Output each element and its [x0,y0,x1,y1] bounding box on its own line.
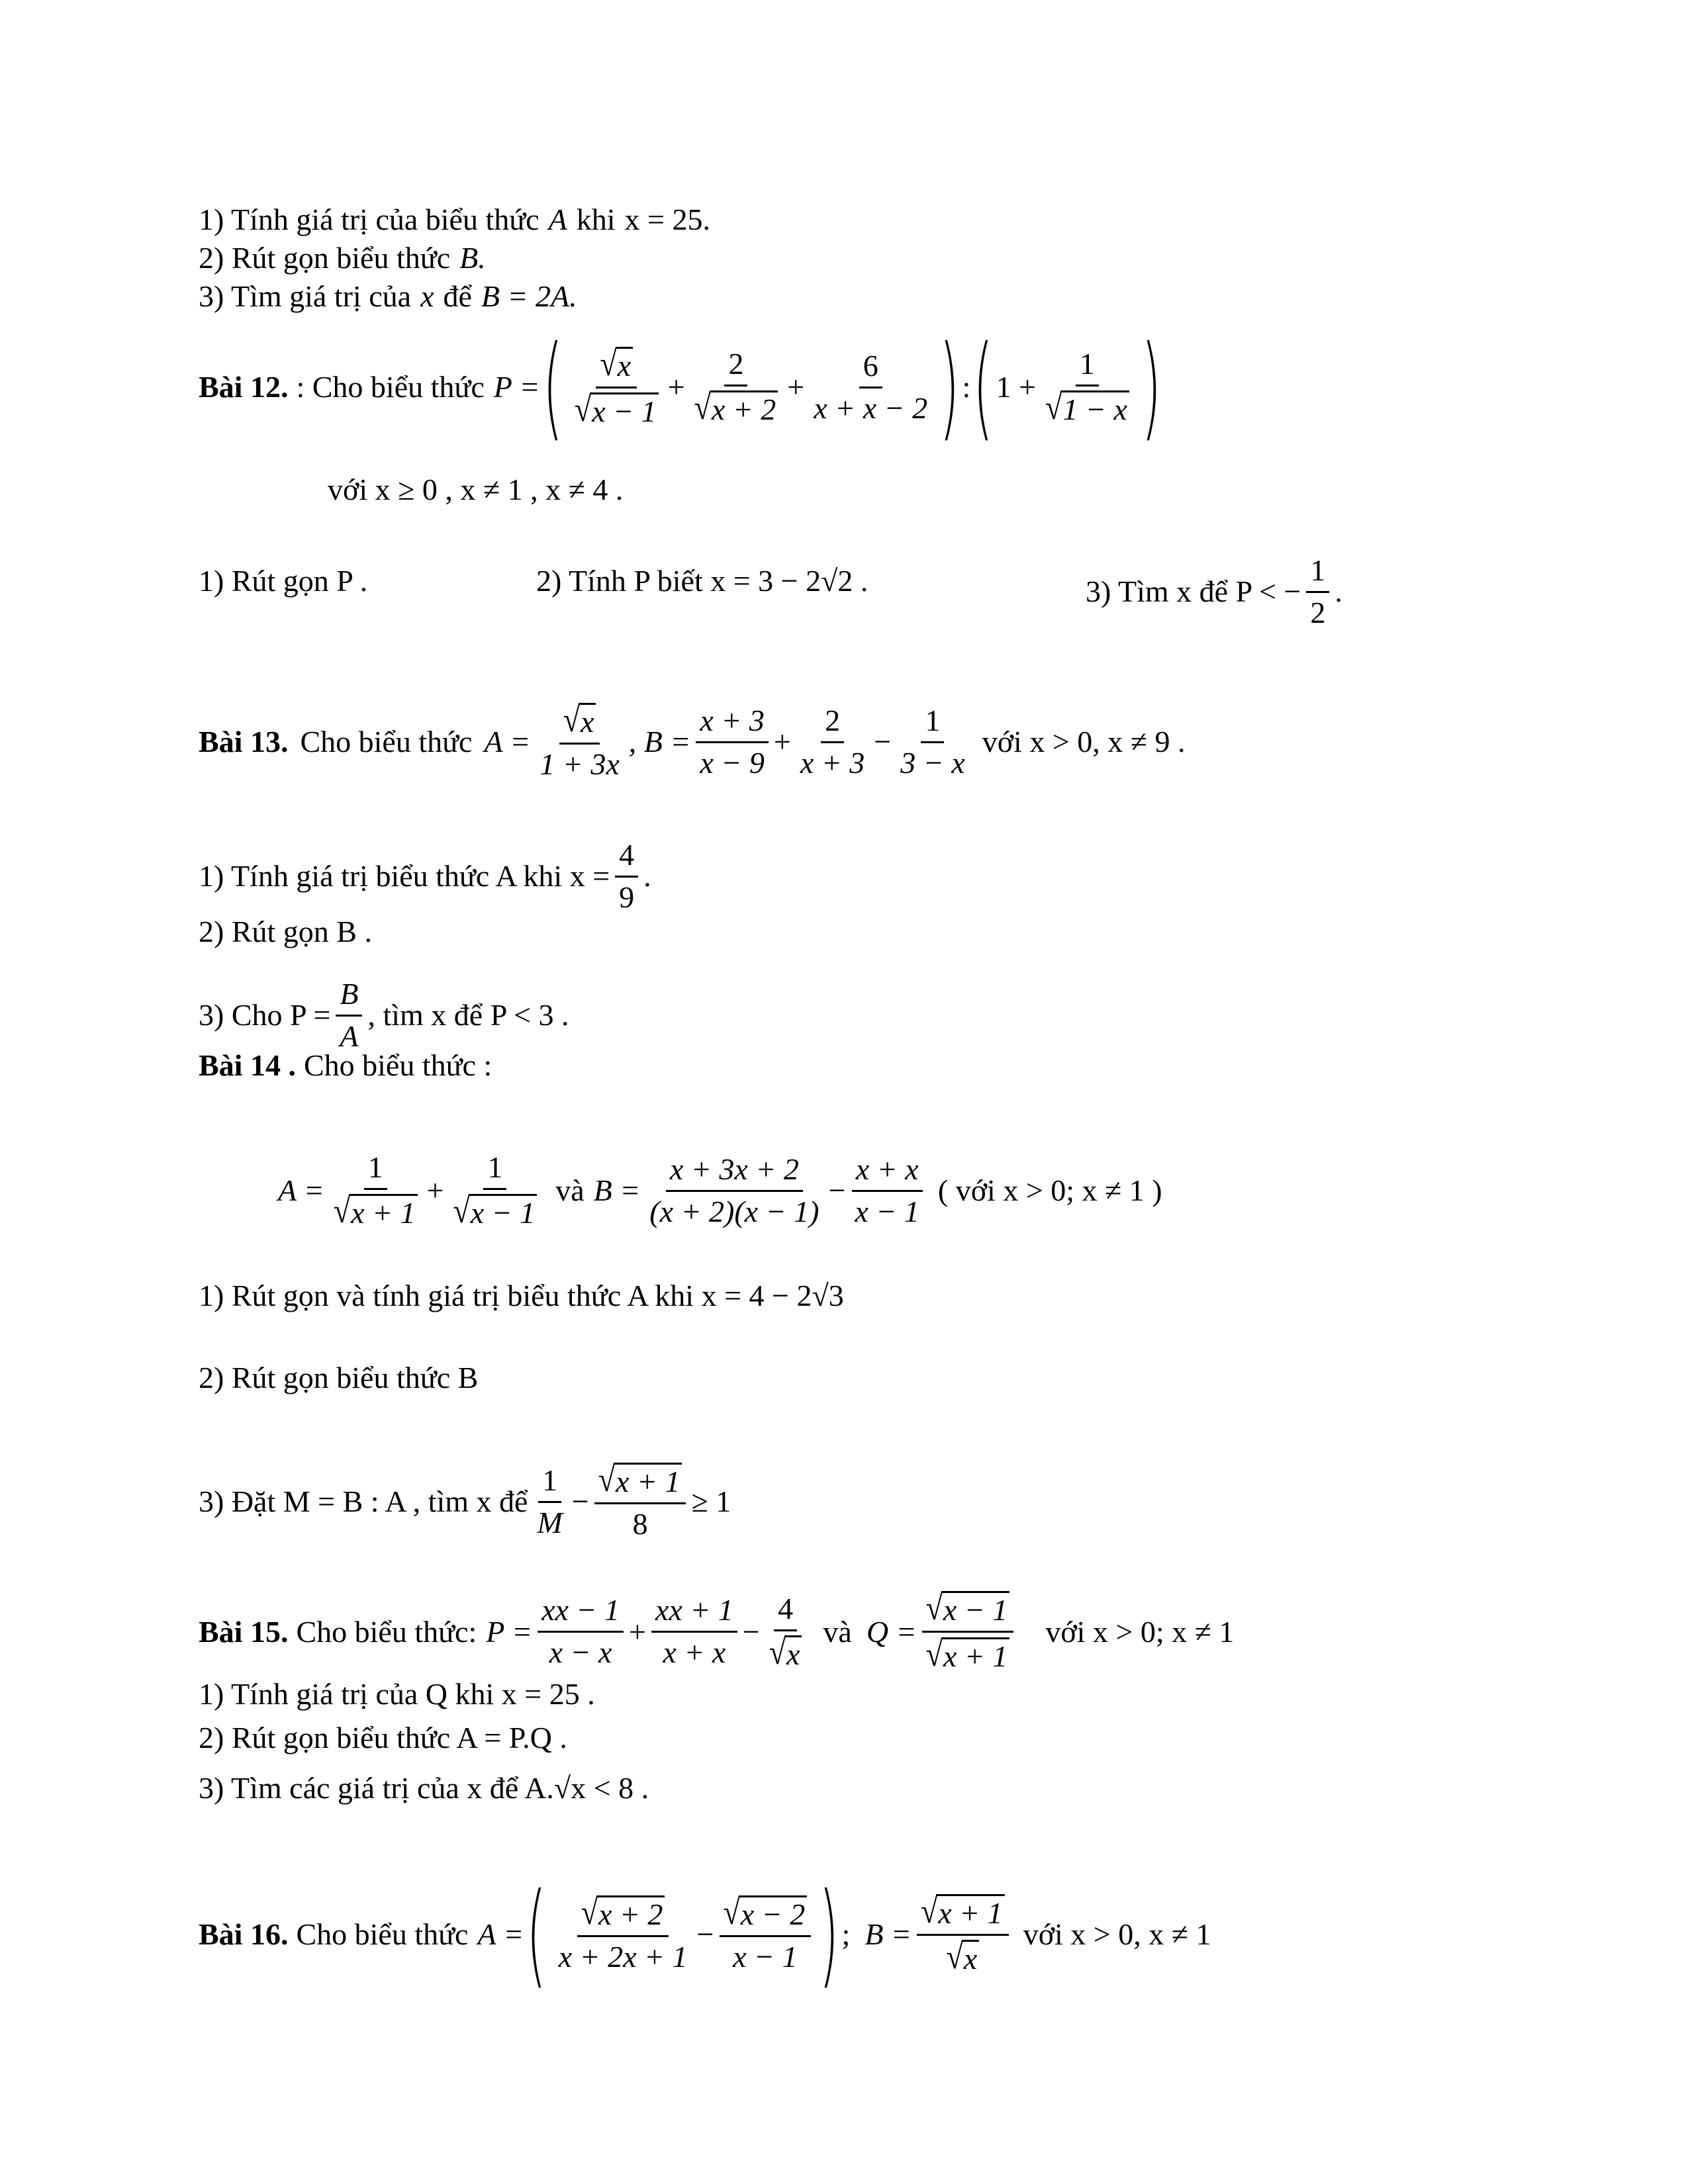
paren-left: ( [542,322,563,453]
bai12-question-3 [1086,553,1342,631]
question-text: 3) Tìm các giá trị của x để A.√x < 8 . [199,1771,649,1805]
fraction: √ x + 1 √ x [917,1892,1009,1977]
var: A [548,203,567,236]
fraction [538,1593,624,1670]
exercise-title: Bài 16. [199,1917,289,1951]
numerator: x [579,703,596,740]
denominator: x [962,1940,979,1977]
fraction: √ x + 1 8 [594,1461,686,1542]
conjunction: và [555,1173,585,1208]
fraction [533,1463,566,1541]
fraction: 2 √ x + 2 [690,347,782,428]
question-text: 1) Tính giá trị của Q khi x = 25 . [199,1677,595,1711]
bai14-expressions: A = 1 √ x + 1 + 1 √ x − 1 và B = $\frac{x + 3x + 2}{(x + 2)(x - 1)}$ − $\frac{x + x}{x - 1}$ ( với x > 0; x ≠ 1 ) [278,1150,1162,1230]
numerator: 1 [364,1150,387,1190]
lhs: B = [865,1917,912,1951]
numerator: 1 [538,1463,561,1503]
var: x [420,279,434,313]
fraction: √ x √ x − 1 [571,345,663,430]
numerator: x + 3 [700,703,765,737]
denominator: x − 1 [855,1194,919,1228]
question-text: , tìm x để P < 3 . [367,998,569,1032]
question-text: 1) Rút gọn P . [199,564,368,598]
question-text: 2) Tính P biết x = 3 − 2√2 . [536,564,868,598]
numerator: 4 [774,1592,797,1631]
lhs: A = [477,1917,524,1951]
numerator: x + 1 [614,1463,682,1500]
question-text: 3) Cho P = [199,998,331,1032]
denominator: x + x − 2 [814,390,928,425]
denominator: 9 [619,880,635,914]
question-text: để [443,279,472,313]
paren-right: ) [1141,322,1161,453]
bai12-condition [328,470,623,510]
bai12-question-1 [199,561,367,601]
fraction [696,704,768,781]
denominator: x + 3 [800,745,865,780]
question-text: 2) Rút gọn biểu thức B [199,1361,479,1394]
paren-left: ( [973,322,994,453]
fraction [1306,553,1329,631]
condition: với x > 0, x ≠ 1 [1023,1917,1211,1951]
numerator: x − 2 [739,1895,807,1933]
question-text: 1) Tính giá trị biểu thức A khi x = [199,859,610,893]
numerator: x + 1 [936,1894,1004,1931]
question-text: 3) Tìm x để P < − [1086,574,1301,609]
fraction: 1 √ 1 − x [1041,347,1133,428]
denominator: x + 1 [941,1637,1009,1674]
fraction [810,349,931,426]
denominator: (x + 2)(x − 1) [649,1194,820,1228]
fraction: √ x + 2 x + 2x + 1 [558,1893,688,1974]
lhs: P = [486,1614,533,1649]
numerator: 1 [1076,347,1099,387]
numerator: x + 3x + 2 [669,1152,799,1186]
denominator: x − 1 [733,1940,798,1974]
bai15-statement: Bài 15. Cho biểu thức: P = $\frac{xx - 1}{x - x}$ + $\frac{xx + 1}{x + x}$ − 4 √ x và Q = √ x − 1 √ x + 1 với x > 0; x ≠ 1 [199,1588,1235,1674]
lhs: , B = [628,725,691,759]
question-text: 2) Rút gọn biểu thức A = P.Q . [199,1721,567,1754]
lhs: Q = [866,1614,917,1649]
exercise-title: Bài 13. [199,725,289,759]
numerator: 2 [724,347,747,387]
numerator: 2 [821,704,844,743]
question-text: 3) Tìm giá trị của [199,279,412,313]
denominator: x + 2x + 1 [558,1940,688,1974]
conjunction: và [823,1614,852,1649]
lhs: A = [278,1173,324,1208]
numerator: B [340,977,359,1011]
bai14-question-2 [199,1358,478,1398]
inequality: ≥ 1 [691,1484,731,1519]
fraction: √ x − 1 √ x + 1 [922,1590,1014,1674]
intro-text: Cho biểu thức [300,725,473,759]
top-question-3 [199,277,577,316]
numerator: x [616,347,633,384]
fraction [615,838,638,915]
question-text: 1) Tính giá trị của biểu thức [199,203,539,236]
fraction [851,1152,923,1230]
numerator: 1 [483,1150,506,1190]
bai13-statement: Bài 13. Cho biểu thức A = √ x 1 + 3x , B = $\frac{x + 3}{x - 9}$ + $\frac{2}{x + 3}$ − $\frac{1}{3 - x}$ với x > 0, x ≠ 9 . [199,700,1186,782]
fraction: √ x − 2 x − 1 [720,1894,812,1975]
condition: với x > 0, x ≠ 9 . [982,725,1186,759]
denominator: x [784,1635,802,1672]
exercise-title: Bài 12. [199,370,289,404]
punct: ; [841,1917,851,1951]
operator: : [962,370,971,404]
fraction [796,704,868,781]
numerator: x − 1 [941,1591,1009,1628]
numerator: 6 [859,349,882,388]
numerator: xx − 1 [541,1593,620,1627]
fraction: 4 √ x [765,1592,806,1672]
denominator: x + 2 [710,390,778,428]
denominator: x − 1 [469,1194,537,1231]
top-question-1 [199,200,710,240]
question-text: khi [576,203,616,236]
question-text: 2) Rút gọn biểu thức [199,241,451,275]
fraction [645,1152,823,1230]
fraction: 1 √ x − 1 [449,1150,541,1231]
question-text: 2) Rút gọn B . [199,915,372,948]
denominator: 1 + 3x [539,747,620,782]
paren-right: ) [819,1869,839,2000]
denominator: 1 − x [1060,390,1129,428]
denominator: x + 1 [349,1194,417,1231]
bai15-question-1 [199,1674,595,1714]
bai14-question-1 [199,1276,844,1316]
var: B. [459,241,486,275]
numerator: x + x [855,1152,919,1186]
numerator: 1 [1306,553,1329,593]
condition: với x ≥ 0 , x ≠ 1 , x ≠ 4 . [328,473,624,506]
exercise-title: Bài 15. [199,1614,289,1649]
fraction [896,704,968,781]
denominator: 3 − x [900,745,965,780]
bai15-question-3 [199,1768,649,1808]
bai12-question-2 [536,561,868,601]
numerator: x + 2 [596,1895,665,1933]
condition: với x > 0; x ≠ 1 [1045,1614,1235,1649]
fraction: √ x 1 + 3x [539,700,620,782]
punct: . [643,859,651,893]
intro-text: Cho biểu thức [296,1917,469,1951]
lhs: P = [493,370,540,404]
denominator: 8 [632,1507,648,1541]
bai15-question-2 [199,1718,567,1758]
numerator: 4 [615,838,638,878]
fraction [336,977,362,1054]
bai12-statement: Bài 12. : Cho biểu thức P = ( √ x √ x − 1 + 2 √ x + 2 + $\frac{6}{x + x - 2}$ ) : ( 1 + 1 √ 1 − x ) [199,322,1161,453]
paren-left: ( [526,1869,547,2000]
denominator: x − x [549,1635,612,1670]
bai13-question-2 [199,912,372,952]
question-text: 3) Đặt M = B : A , tìm x để [199,1484,528,1519]
fraction: 1 √ x + 1 [330,1150,422,1231]
bai16-statement: Bài 16. Cho biểu thức A = ( √ x + 2 x + 2x + 1 − √ x − 2 x − 1 ) ; B = √ x + 1 √ x với x > 0, x ≠ 1 [199,1869,1211,2000]
numerator: 1 [921,704,944,743]
bai14-statement [199,1046,492,1085]
bai13-question-1 [199,838,651,915]
fraction [651,1593,737,1670]
lhs: B = [593,1173,641,1208]
intro-text: Cho biểu thức: [296,1614,477,1649]
numerator: xx + 1 [655,1593,733,1627]
bai14-question-3: 3) Đặt M = B : A , tìm x để $\frac{1}{M}$ − √ x + 1 8 ≥ 1 [199,1460,731,1541]
punct: . [1335,574,1342,609]
intro-text: : Cho biểu thức [296,370,485,404]
denominator: x − 1 [590,392,658,430]
denominator: A [340,1019,359,1053]
denominator: 2 [1310,595,1326,629]
denominator: x + x [663,1635,726,1670]
top-question-2 [199,238,486,278]
exercise-title: Bài 14 . [199,1048,296,1082]
term: 1 + [996,370,1037,404]
lhs: A = [484,725,531,759]
condition: ( với x > 0; x ≠ 1 ) [937,1173,1162,1208]
paren-right: ) [939,322,960,453]
denominator: x − 9 [700,745,765,780]
question-text: 1) Rút gọn và tính giá trị biểu thức A khi x = 4 − 2√3 [199,1279,844,1312]
intro-text: Cho biểu thức : [303,1048,492,1082]
equation: B = 2A. [481,279,577,313]
equation: x = 25. [624,203,710,236]
bai13-question-3 [199,977,569,1054]
denominator: M [537,1505,563,1539]
